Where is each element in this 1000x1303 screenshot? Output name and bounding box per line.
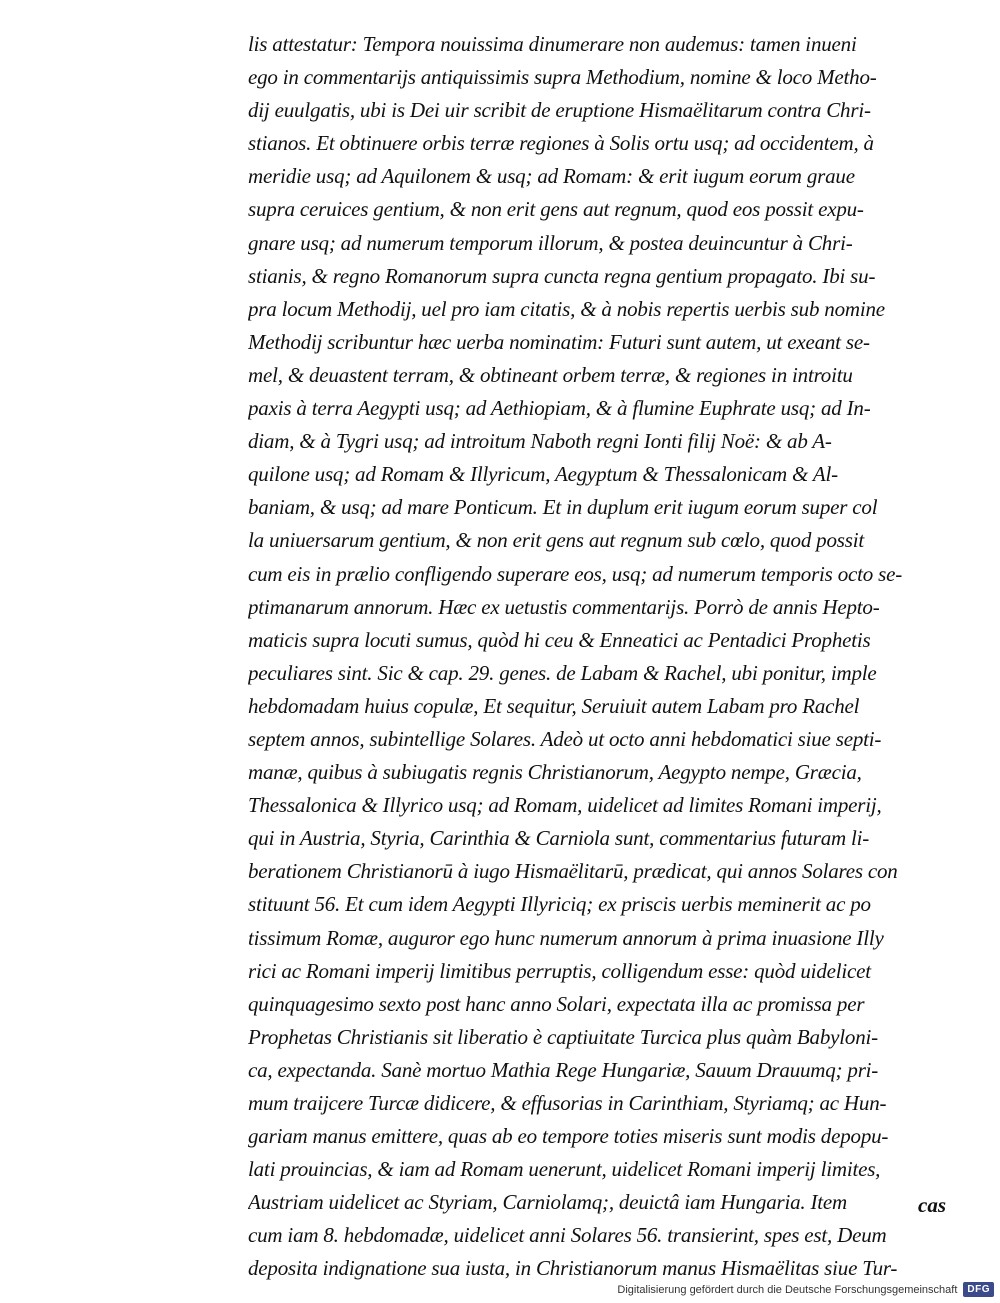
text-line: meridie usq; ad Aquilonem & usq; ad Romam: & erit iugum eorum graue [248,164,855,189]
text-line: gariam manus emittere, quas ab eo tempore toties miseris sunt modis depopu- [248,1124,889,1149]
text-line: stianos. Et obtinuere orbis terræ regiones à Solis ortu usq; ad occidentem, à [248,131,874,156]
text-line: pra locum Methodij, uel pro iam citatis, & à nobis repertis uerbis sub nomine [248,296,885,321]
text-line: berationem Christianorū à iugo Hismaëlitarū, prædicat, qui annos Solares con [248,859,898,884]
text-line: hebdomadam huius copulæ, Et sequitur, Seruiuit autem Labam pro Rachel [248,693,860,718]
text-line: ptimanarum annorum. Hæc ex uetustis commentarijs. Porrò de annis Hepto- [248,594,880,619]
footer [617,1282,994,1297]
footer-credit-text: Digitalisierung gefördert durch die Deutsche Forschungsgemeinschaft [617,1283,958,1296]
text-line: cum eis in prælio confligendo superare eos, usq; ad numerum temporis octo se- [248,561,902,586]
text-line: quinquagesimo sexto post hanc anno Solari, expectata illa ac promissa per [248,991,865,1016]
text-line: septem annos, subintellige Solares. Adeò ut octo anni hebdomatici siue septi- [248,726,882,751]
text-line: peculiares sint. Sic & cap. 29. genes. de Labam & Rachel, ubi ponitur, imple [248,660,877,685]
text-line: ca, expectanda. Sanè mortuo Mathia Rege Hungariæ, Sauum Drauumq; pri- [248,1057,879,1082]
text-line: stianis, & regno Romanorum supra cuncta regna gentium propagato. Ibi su- [248,263,876,288]
text-line: dij euulgatis, ubi is Dei uir scribit de eruptione Hismaëlitarum contra Chri- [248,98,871,123]
text-line: supra ceruices gentium, & non erit gens aut regnum, quod eos possit expu- [248,197,864,222]
text-line: la uniuersarum gentium, & non erit gens aut regnum sub cœlo, quod possit [248,528,864,553]
text-line: qui in Austria, Styria, Carinthia & Carniola sunt, commentarius futuram li- [248,826,870,851]
text-line: deposita indignatione sua iusta, in Christianorum manus Hismaëlitas siue Tur- [248,1256,898,1281]
text-line: maticis supra locuti sumus, quòd hi ceu & Enneatici ac Pentadici Prophetis [248,627,871,652]
text-line: lis attestatur: Tempora nouissima dinumerare non audemus: tamen inueni [248,32,857,56]
text-line: Methodij scribuntur hæc uerba nominatim: Futuri sunt autem, ut exeant se- [248,329,870,354]
body-text [248,28,958,1286]
text-line: cum iam 8. hebdomadæ, uidelicet anni Solares 56. transierint, spes est, Deum [248,1223,887,1248]
catchword: cas [918,1193,946,1217]
text-line: gnare usq; ad numerum temporum illorum, & postea deuincuntur à Chri- [248,230,853,255]
text-line: manæ, quibus à subiugatis regnis Christianorum, Aegypto nempe, Græcia, [248,760,862,785]
text-line: paxis à terra Aegypti usq; ad Aethiopiam, & à flumine Euphrate usq; ad In- [248,396,871,421]
text-line: quilone usq; ad Romam & Illyricum, Aegyptum & Thessalonicam & Al- [248,462,838,487]
text-line: mel, & deuastent terram, & obtineant orbem terræ, & regiones in introitu [248,362,853,387]
text-line: baniam, & usq; ad mare Ponticum. Et in duplum erit iugum eorum super col [248,495,878,520]
text-line: mum traijcere Turcæ didicere, & effusorias in Carinthiam, Styriamq; ac Hun- [248,1091,887,1115]
text-line: ego in commentarijs antiquissimis supra Methodium, nomine & loco Metho- [248,65,877,90]
text-line: rici ac Romani imperij limitibus perruptis, colligendum esse: quòd uidelicet [248,958,871,983]
text-line: diam, & à Tygri usq; ad introitum Naboth regni Ionti filij Noë: & ab A- [248,429,832,454]
text-line: tissimum Romæ, auguror ego hunc numerum annorum à prima inuasione Illy [248,925,884,950]
text-line: stituunt 56. Et cum idem Aegypti Illyriciq; ex priscis uerbis meminerit ac po [248,892,871,917]
text-line: Prophetas Christianis sit liberatio è captiuitate Turcica plus quàm Babyloni- [248,1024,878,1049]
text-line: lati prouincias, & iam ad Romam uenerunt, uidelicet Romani imperij limites, [248,1157,881,1182]
dfg-logo-icon: DFG [963,1282,994,1297]
text-line: Austriam uidelicet ac Styriam, Carniolamq;, deuictâ iam Hungaria. Item [248,1190,848,1215]
text-line: Thessalonica & Illyrico usq; ad Romam, uidelicet ad limites Romani imperij, [248,793,882,818]
